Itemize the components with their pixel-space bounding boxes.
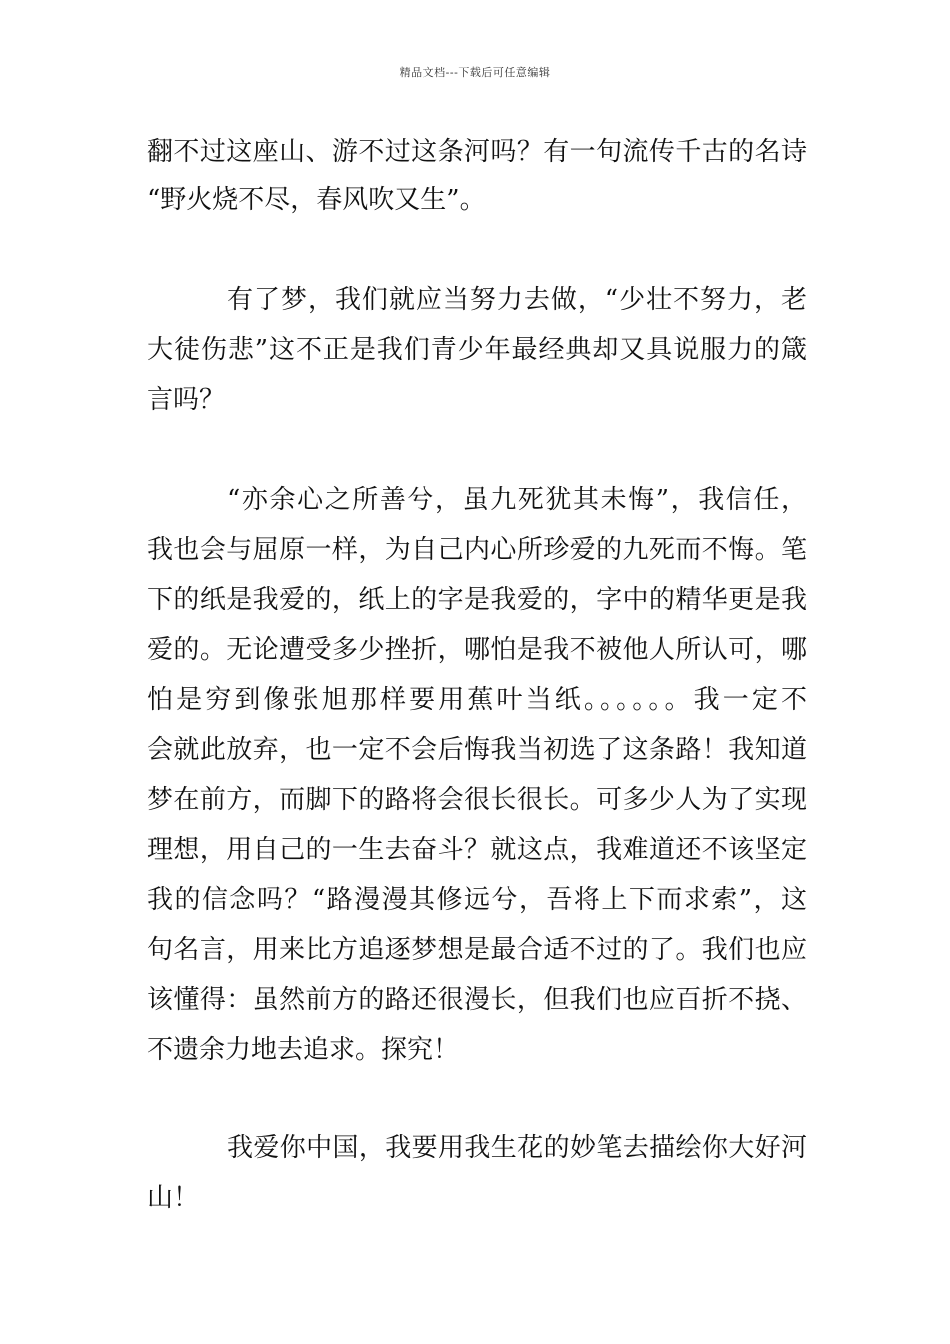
paragraph-4-line-1: 我爱你中国，我要用我生花的妙笔去描绘你大好河	[227, 1133, 807, 1163]
paragraph-3-line-9: 我的信念吗？“路漫漫其修远兮，吾将上下而求索”，这	[147, 885, 807, 915]
paragraph-3-line-6: 会就此放弃，也一定不会后悔我当初选了这条路！我知道	[147, 735, 807, 765]
paragraph-4-line-2: 山！	[147, 1183, 200, 1213]
paragraph-3-line-11: 该懂得：虽然前方的路还很漫长，但我们也应百折不挠、	[147, 985, 807, 1015]
paragraph-3-line-8: 理想，用自己的一生去奋斗？就这点，我难道还不该坚定	[147, 835, 807, 865]
paragraph-2-line-1: 有了梦，我们就应当努力去做，“少壮不努力，老	[227, 285, 807, 315]
page-header: 精品文档---下载后可任意编辑	[399, 66, 551, 79]
paragraph-3-line-1: “亦余心之所善兮，虽九死犹其未悔”，我信任，	[227, 485, 807, 515]
paragraph-2-line-2: 大徒伤悲”这不正是我们青少年最经典却又具说服力的箴	[147, 335, 807, 365]
paragraph-2-line-3: 言吗？	[147, 385, 226, 415]
paragraph-3-line-5: 怕是穷到像张旭那样要用蕉叶当纸。。。。。。我一定不	[147, 685, 807, 715]
paragraph-3-line-3: 下的纸是我爱的，纸上的字是我爱的，字中的精华更是我	[147, 585, 807, 615]
paragraph-1-line-1: 翻不过这座山、游不过这条河吗？有一句流传千古的名诗	[147, 137, 807, 167]
paragraph-3-line-12: 不遗余力地去追求。探究！	[147, 1035, 460, 1065]
paragraph-3-line-4: 爱的。无论遭受多少挫折，哪怕是我不被他人所认可，哪	[147, 635, 807, 665]
paragraph-3-line-10: 句名言，用来比方追逐梦想是最合适不过的了。我们也应	[147, 935, 807, 965]
paragraph-3-line-7: 梦在前方，而脚下的路将会很长很长。可多少人为了实现	[147, 785, 807, 815]
paragraph-1-line-2: “野火烧不尽，春风吹又生”。	[147, 185, 486, 215]
paragraph-3-line-2: 我也会与屈原一样，为自己内心所珍爱的九死而不悔。笔	[147, 535, 807, 565]
